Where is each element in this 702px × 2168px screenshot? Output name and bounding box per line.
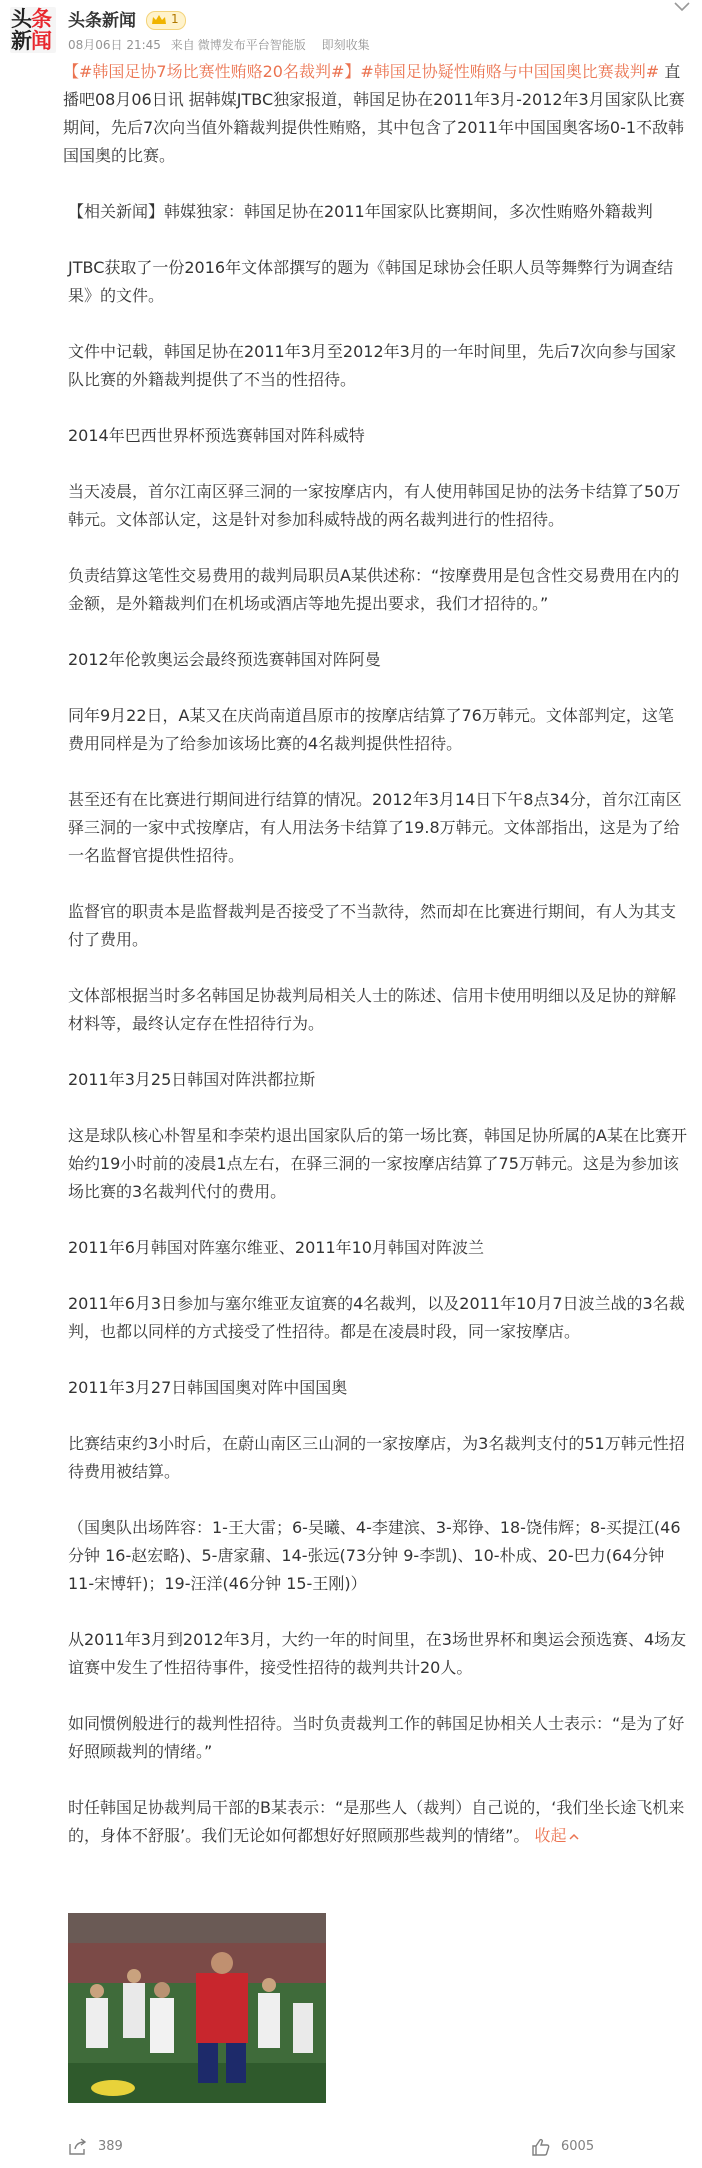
topic-link[interactable]: 【#韩国足协7场比赛性贿赂20名裁判#】 xyxy=(63,62,361,81)
share-icon xyxy=(68,2138,88,2156)
paragraph xyxy=(63,58,688,170)
level-number: 1 xyxy=(171,12,179,26)
from-label: 来自 xyxy=(170,38,195,52)
paragraph-text: 时任韩国足协裁判局干部的B某表示：“是那些人（裁判）自己说的，‘我们坐长途飞机来的，身体不舒服’。我们无论如何都想好好照顾那些裁判的情绪”。 xyxy=(68,1798,685,1845)
post-header xyxy=(0,0,702,60)
share-count: 389 xyxy=(98,2139,123,2154)
football-match-photo-icon xyxy=(68,1913,326,2103)
logo-char: 新 xyxy=(11,29,31,53)
account-name[interactable]: 头条新闻 xyxy=(68,11,136,31)
chevron-up-icon xyxy=(569,1833,579,1841)
post-date[interactable]: 08月06日 21:45 xyxy=(68,38,161,52)
logo-char: 头 xyxy=(11,7,31,31)
logo-char: 条 xyxy=(31,7,51,31)
post-body xyxy=(63,58,688,1850)
edited-label[interactable]: 即刻收集 xyxy=(321,38,370,52)
paragraph: 文体部根据当时多名韩国足协裁判局相关人士的陈述、信用卡使用明细以及足协的辩解材料等，最终认定存在性招待行为。 xyxy=(68,986,677,1033)
paragraph: 负责结算这笔性交易费用的裁判局职员A某供述称：“按摩费用是包含性交易费用在内的金额，是外籍裁判们在机场或酒店等地先提出要求，我们才招待的。” xyxy=(68,566,680,613)
section-heading: 2014年巴西世界杯预选赛韩国对阵科威特 xyxy=(68,426,365,445)
section-heading: 2012年伦敦奥运会最终预选赛韩国对阵阿曼 xyxy=(68,650,381,669)
topic-link[interactable]: #韩国足协疑性贿赂与中国国奥比赛裁判# xyxy=(360,62,660,81)
post-source[interactable]: 微博发布平台智能版 xyxy=(197,38,306,52)
logo-char: 闻 xyxy=(31,29,51,53)
level-badge[interactable] xyxy=(146,11,186,30)
paragraph: 【相关新闻】韩媒独家：韩国足协在2011年国家队比赛期间，多次性贿赂外籍裁判 xyxy=(68,202,653,221)
section-heading: 2011年6月韩国对阵塞尔维亚、2011年10月韩国对阵波兰 xyxy=(68,1238,484,1257)
avatar[interactable] xyxy=(10,7,56,53)
section-heading: 2011年3月25日韩国对阵洪都拉斯 xyxy=(68,1070,316,1089)
paragraph: 当天凌晨，首尔江南区驿三洞的一家按摩店内，有人使用韩国足协的法务卡结算了50万韩元。文体部认定，这是针对参加科威特战的两名裁判进行的性招待。 xyxy=(68,482,681,529)
crown-icon xyxy=(151,14,167,26)
post-footer xyxy=(0,2124,702,2168)
paragraph xyxy=(68,1794,688,1850)
paragraph: 这是球队核心朴智星和李荣杓退出国家队后的第一场比赛，韩国足协所属的A某在比赛开始约19小时前的凌晨1点左右，在驿三洞的一家按摩店结算了75万韩元。这是为参加该场比赛的3名裁判代付的费用。 xyxy=(68,1126,687,1201)
paragraph: 如同惯例般进行的裁判性招待。当时负责裁判工作的韩国足协相关人士表示：“是为了好好照顾裁判的情绪。” xyxy=(68,1714,685,1761)
paragraph: 2011年6月3日参加与塞尔维亚友谊赛的4名裁判，以及2011年10月7日波兰战的3名裁判，也都以同样的方式接受了性招待。都是在凌晨时段，同一家按摩店。 xyxy=(68,1294,685,1341)
post-meta xyxy=(68,36,376,53)
post-photo[interactable] xyxy=(68,1913,326,2103)
collapse-button[interactable] xyxy=(534,1826,578,1845)
paragraph: 从2011年3月到2012年3月，大约一年的时间里，在3场世界杯和奥运会预选赛、4场友谊赛中发生了性招待事件，接受性招待的裁判共计20人。 xyxy=(68,1630,687,1677)
collapse-label: 收起 xyxy=(534,1826,567,1845)
paragraph: 文件中记载，韩国足协在2011年3月至2012年3月的一年时间里，先后7次向参与国家队比赛的外籍裁判提供了不当的性招待。 xyxy=(68,342,676,389)
paragraph: 甚至还有在比赛进行期间进行结算的情况。2012年3月14日下午8点34分，首尔江南区驿三洞的一家中式按摩店，有人用法务卡结算了19.8万韩元。文体部指出，这是为了给一名监督官提供性招待。 xyxy=(68,790,682,865)
paragraph: JTBC获取了一份2016年文体部撰写的题为《韩国足球协会任职人员等舞弊行为调查结果》的文件。 xyxy=(68,258,674,305)
thumbs-up-icon xyxy=(531,2138,551,2156)
like-count: 6005 xyxy=(561,2139,595,2154)
chevron-down-icon[interactable] xyxy=(672,0,692,14)
paragraph: （国奥队出场阵容：1-王大雷；6-吴曦、4-李建滨、3-郑铮、18-饶伟辉；8-买提江(46分钟 16-赵宏略)、5-唐家鼐、14-张远(73分钟 9-李凯)、10-朴成、20-巴力(64分钟 11-宋博轩)；19-汪洋(46分钟 15-王刚)） xyxy=(68,1518,681,1593)
paragraph: 比赛结束约3小时后，在蔚山南区三山洞的一家按摩店，为3名裁判支付的51万韩元性招待费用被结算。 xyxy=(68,1434,685,1481)
paragraph: 同年9月22日，A某又在庆尚南道昌原市的按摩店结算了76万韩元。文体部判定，这笔费用同样是为了给参加该场比赛的4名裁判提供性招待。 xyxy=(68,706,674,753)
paragraph: 监督官的职责本是监督裁判是否接受了不当款待，然而却在比赛进行期间，有人为其支付了费用。 xyxy=(68,902,677,949)
paragraph-text: 直播吧08月06日讯 据韩媒JTBC独家报道，韩国足协在2011年3月-2012年3月国家队比赛期间，先后7次向当值外籍裁判提供性贿赂，其中包含了2011年中国国奥客场0-1不敌韩国国奥的比赛。 xyxy=(63,62,685,165)
section-heading: 2011年3月27日韩国国奥对阵中国国奥 xyxy=(68,1378,348,1397)
